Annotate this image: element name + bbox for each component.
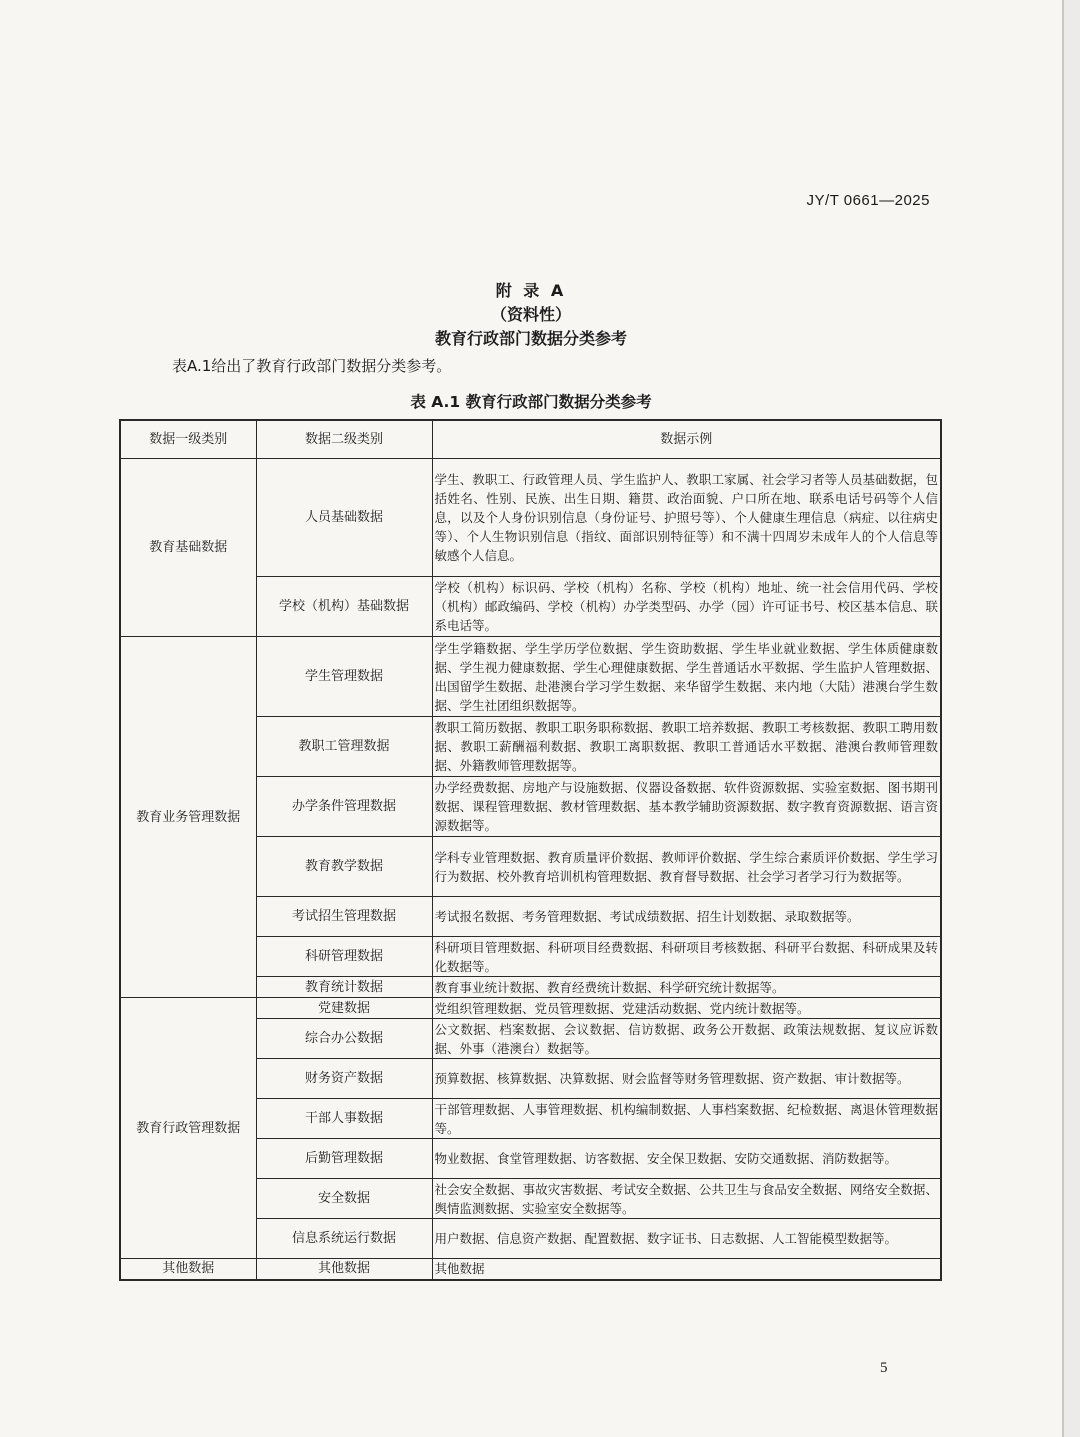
data-example: 学校（机构）标识码、学校（机构）名称、学校（机构）地址、统一社会信用代码、学校（机构）邮政编码、学校（机构）办学类型码、办学（园）许可证书号、校区基本信息、联系电话等。 <box>432 577 941 637</box>
data-example: 教职工简历数据、教职工职务职称数据、教职工培养数据、教职工考核数据、教职工聘用数据、教职工薪酬福利数据、教职工离职数据、教职工普通话水平数据、港澳台教师管理数据、外籍教师管理数据等。 <box>432 717 941 777</box>
level2-category: 安全数据 <box>256 1179 432 1219</box>
level2-category: 科研管理数据 <box>256 937 432 977</box>
page-number: 5 <box>880 1360 888 1376</box>
level2-category: 教职工管理数据 <box>256 717 432 777</box>
table-row <box>120 1259 941 1280</box>
table-row <box>120 459 941 577</box>
appendix-title: 附 录 A <box>495 281 567 300</box>
table-row <box>120 637 941 717</box>
data-example: 党组织管理数据、党员管理数据、党建活动数据、党内统计数据等。 <box>432 998 941 1019</box>
data-example: 学科专业管理数据、教育质量评价数据、教师评价数据、学生综合素质评价数据、学生学习行为数据、校外教育培训机构管理数据、教育督导数据、社会学习者学习行为数据等。 <box>432 837 941 897</box>
data-example: 干部管理数据、人事管理数据、机构编制数据、人事档案数据、纪检数据、离退休管理数据等。 <box>432 1099 941 1139</box>
data-example: 其他数据 <box>432 1259 941 1280</box>
data-example: 社会安全数据、事故灾害数据、考试安全数据、公共卫生与食品安全数据、网络安全数据、舆情监测数据、实验室安全数据等。 <box>432 1179 941 1219</box>
level2-category: 后勤管理数据 <box>256 1139 432 1179</box>
level1-category: 教育基础数据 <box>120 459 256 637</box>
data-example: 教育事业统计数据、教育经费统计数据、科学研究统计数据等。 <box>432 977 941 998</box>
level2-category: 人员基础数据 <box>256 459 432 577</box>
level2-category: 学校（机构）基础数据 <box>256 577 432 637</box>
level2-category: 信息系统运行数据 <box>256 1219 432 1259</box>
level2-category: 教育教学数据 <box>256 837 432 897</box>
level2-category: 财务资产数据 <box>256 1059 432 1099</box>
level2-category: 干部人事数据 <box>256 1099 432 1139</box>
level2-category: 其他数据 <box>256 1259 432 1280</box>
document-code: JY/T 0661—2025 <box>806 192 930 209</box>
level1-category: 教育行政管理数据 <box>120 998 256 1259</box>
table-header-row <box>120 420 941 459</box>
level2-category: 办学条件管理数据 <box>256 777 432 837</box>
table-caption: 表 A.1 教育行政部门数据分类参考 <box>410 393 652 411</box>
column-header-level1: 数据一级类别 <box>120 420 256 459</box>
appendix-nature: （资料性） <box>490 305 571 324</box>
column-header-examples: 数据示例 <box>432 420 941 459</box>
level1-category: 其他数据 <box>120 1259 256 1280</box>
data-example: 考试报名数据、考务管理数据、考试成绩数据、招生计划数据、录取数据等。 <box>432 897 941 937</box>
intro-paragraph: 表A.1给出了教育行政部门数据分类参考。 <box>172 357 452 375</box>
level2-category: 考试招生管理数据 <box>256 897 432 937</box>
level2-category: 党建数据 <box>256 998 432 1019</box>
data-example: 科研项目管理数据、科研项目经费数据、科研项目考核数据、科研平台数据、科研成果及转化数据等。 <box>432 937 941 977</box>
level2-category: 综合办公数据 <box>256 1019 432 1059</box>
data-example: 办学经费数据、房地产与设施数据、仪器设备数据、软件资源数据、实验室数据、图书期刊数据、课程管理数据、教材管理数据、基本教学辅助资源数据、数字教育资源数据、语言资源数据等。 <box>432 777 941 837</box>
classification-table <box>119 419 942 1281</box>
appendix-heading: 教育行政部门数据分类参考 <box>434 329 627 348</box>
table-row <box>120 998 941 1019</box>
data-example: 学生学籍数据、学生学历学位数据、学生资助数据、学生毕业就业数据、学生体质健康数据、学生视力健康数据、学生心理健康数据、学生普通话水平数据、学生监护人管理数据、出国留学生数据、赴港澳台学习学生数据、来华留学生数据、来内地（大陆）港澳台学生数据、学生社团组织数据等。 <box>432 637 941 717</box>
level2-category: 教育统计数据 <box>256 977 432 998</box>
data-example: 用户数据、信息资产数据、配置数据、数字证书、日志数据、人工智能模型数据等。 <box>432 1219 941 1259</box>
data-example: 物业数据、食堂管理数据、访客数据、安全保卫数据、安防交通数据、消防数据等。 <box>432 1139 941 1179</box>
data-example: 预算数据、核算数据、决算数据、财会监督等财务管理数据、资产数据、审计数据等。 <box>432 1059 941 1099</box>
data-example: 学生、教职工、行政管理人员、学生监护人、教职工家属、社会学习者等人员基础数据，包括姓名、性别、民族、出生日期、籍贯、政治面貌、户口所在地、联系电话号码等个人信息，以及个人身份识别信息（身份证号、护照号等）、个人健康生理信息（病症、以往病史等）、个人生物识别信息（指纹、面部识别特征等）和不满十四周岁未成年人的个人信息等敏感个人信息。 <box>432 459 941 577</box>
level1-category: 教育业务管理数据 <box>120 637 256 998</box>
column-header-level2: 数据二级类别 <box>256 420 432 459</box>
level2-category: 学生管理数据 <box>256 637 432 717</box>
data-example: 公文数据、档案数据、会议数据、信访数据、政务公开数据、政策法规数据、复议应诉数据、外事（港澳台）数据等。 <box>432 1019 941 1059</box>
